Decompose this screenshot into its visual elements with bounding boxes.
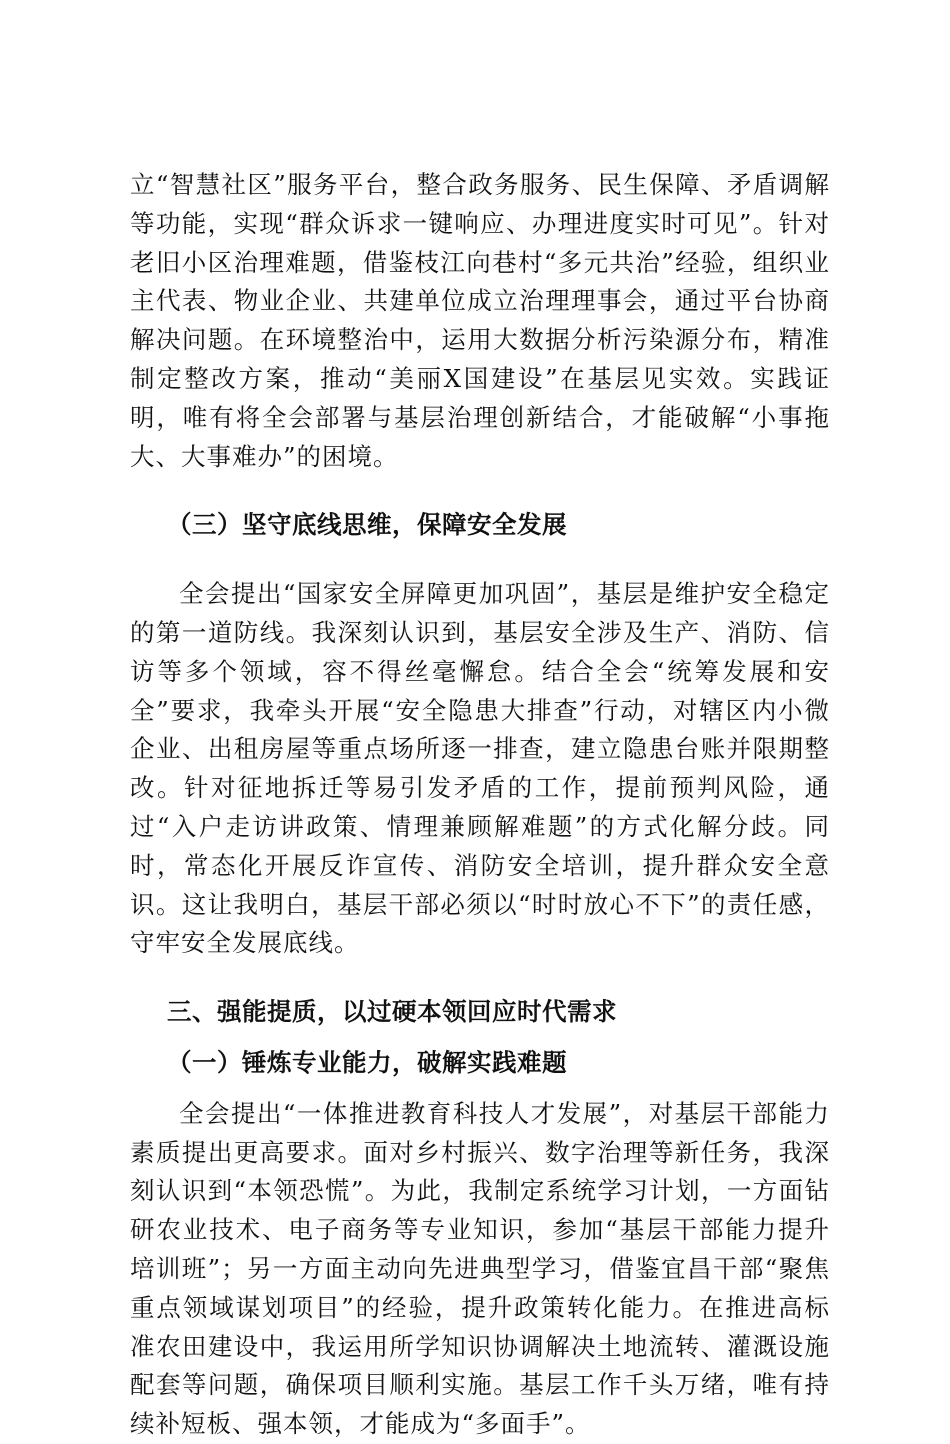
body-paragraph: 全会提出“国家安全屏障更加巩固”，基层是维护安全稳定的第一道防线。我深刻认识到，基层安全涉及生产、消防、信访等多个领域，容不得丝毫懈怠。结合全会“统筹发展和安全”要求，我牵头开展“安全隐患大排查”行动，对辖区内小微企业、出租房屋等重点场所逐一排查，建立隐患台账并限期整改。针对征地拆迁等易引发矛盾的工作，提前预判风险，通过“入户走访讲政策、情理兼顾解难题”的方式化解分歧。同时，常态化开展反诈宣传、消防安全培训，提升群众安全意识。这让我明白，基层干部必须以“时时放心不下”的责任感，守牢安全发展底线。 [130,579,830,958]
section-heading-main: 三、强能提质，以过硬本领回应时代需求 [167,997,617,1027]
section-heading-sub: （一）锤炼专业能力，破解实践难题 [167,1047,567,1077]
spacer [130,1032,830,1044]
spacer [130,1083,830,1095]
section-heading-sub: （三）坚守底线思维，保障安全发展 [167,510,567,540]
spacer [130,545,830,575]
body-paragraph: 立“智慧社区”服务平台，整合政务服务、民生保障、矛盾调解等功能，实现“群众诉求一键响应、办理进度实时可见”。针对老旧小区治理难题，借鉴枝江向巷村“多元共治”经验，组织业主代表、物业企业、共建单位成立治理理事会，通过平台协商解决问题。在环境整治中，运用大数据分析污染源分布，精准制定整改方案，推动“美丽X国建设”在基层见实效。实践证明，唯有将全会部署与基层治理创新结合，才能破解“小事拖大、大事难办”的困境。 [130,170,830,471]
body-paragraph: 全会提出“一体推进教育科技人才发展”，对基层干部能力素质提出更高要求。面对乡村振兴、数字治理等新任务，我深刻认识到“本领恐慌”。为此，我制定系统学习计划，一方面钻研农业技术、电子商务等专业知识，参加“基层干部能力提升培训班”；另一方面主动向先进典型学习，借鉴宜昌干部“聚焦重点领域谋划项目”的经验，提升政策转化能力。在推进高标准农田建设中，我运用所学知识协调解决土地流转、灌溉设施配套等问题，确保项目顺利实施。基层工作千头万绪，唯有持续补短板、强本领，才能成为“多面手”。 [130,1098,830,1439]
spacer [130,476,830,506]
spacer [130,963,830,993]
document-body [130,166,830,1444]
